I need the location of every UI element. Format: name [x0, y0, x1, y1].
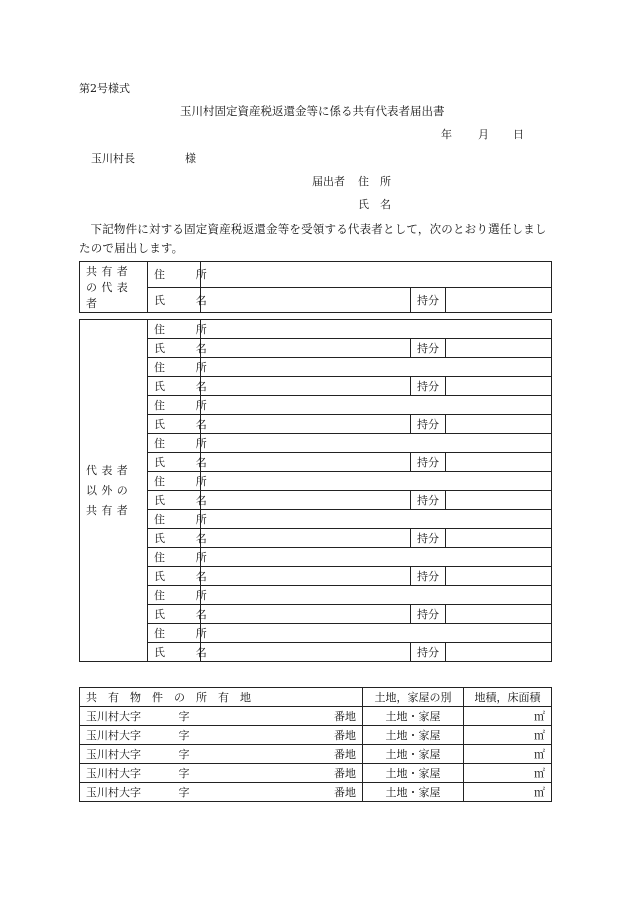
date-day: 日 — [513, 128, 524, 141]
banchi-label: 番地 — [253, 783, 363, 802]
address-field[interactable] — [201, 624, 552, 643]
name-field[interactable] — [201, 605, 411, 624]
type-value: 土地・家屋 — [363, 764, 464, 783]
form-number: 第2号様式 — [79, 82, 130, 95]
address-label: 住 所 — [148, 472, 201, 491]
submitter-label: 届出者 — [312, 175, 345, 188]
address-label: 住 所 — [148, 262, 201, 288]
representative-table — [79, 261, 552, 313]
name-label: 氏 名 — [148, 491, 201, 510]
name-field[interactable] — [201, 415, 411, 434]
property-table — [79, 687, 552, 802]
area-unit: ㎡ — [464, 726, 552, 745]
village-label: 玉川村大字 — [80, 745, 173, 764]
address-label: 住 所 — [148, 548, 201, 567]
date-year: 年 — [441, 128, 452, 141]
address-field[interactable] — [201, 320, 552, 339]
name-label: 氏 名 — [148, 453, 201, 472]
other-owners-table — [79, 319, 552, 662]
name-field[interactable] — [201, 377, 411, 396]
name-label: 氏 名 — [148, 643, 201, 662]
name-field[interactable] — [201, 643, 411, 662]
address-field[interactable] — [201, 548, 552, 567]
address-field[interactable] — [201, 262, 552, 288]
share-label: 持分 — [411, 377, 446, 396]
property-row — [80, 783, 552, 802]
name-label: 氏 名 — [148, 339, 201, 358]
address-label: 住 所 — [148, 434, 201, 453]
village-label: 玉川村大字 — [80, 707, 173, 726]
property-row — [80, 707, 552, 726]
name-label: 氏 名 — [148, 377, 201, 396]
type-value: 土地・家屋 — [363, 707, 464, 726]
address-field[interactable] — [201, 396, 552, 415]
type-value: 土地・家屋 — [363, 783, 464, 802]
name-label: 氏 名 — [148, 529, 201, 548]
aza-label: 字 — [173, 745, 253, 764]
addressee-name: 玉川村長 — [91, 152, 135, 165]
share-label: 持分 — [411, 605, 446, 624]
address-label: 住 所 — [148, 624, 201, 643]
share-label: 持分 — [411, 339, 446, 358]
aza-label: 字 — [173, 764, 253, 783]
share-field[interactable] — [446, 453, 552, 472]
share-label: 持分 — [411, 491, 446, 510]
share-field[interactable] — [446, 377, 552, 396]
name-label: 氏 名 — [148, 605, 201, 624]
name-label: 氏 名 — [148, 287, 201, 313]
type-value: 土地・家屋 — [363, 745, 464, 764]
date-month: 月 — [478, 128, 489, 141]
name-field[interactable] — [201, 567, 411, 586]
aza-label: 字 — [173, 726, 253, 745]
property-row — [80, 726, 552, 745]
name-field[interactable] — [201, 339, 411, 358]
share-label: 持分 — [411, 567, 446, 586]
location-header: 共 有 物 件 の 所 有 地 — [80, 688, 363, 707]
share-label: 持分 — [411, 287, 446, 313]
address-field[interactable] — [201, 510, 552, 529]
village-label: 玉川村大字 — [80, 726, 173, 745]
share-field[interactable] — [446, 529, 552, 548]
address-label: 住 所 — [148, 586, 201, 605]
document-title: 玉川村固定資産税返還金等に係る共有代表者届出書 — [180, 104, 445, 118]
village-label: 玉川村大字 — [80, 783, 173, 802]
share-field[interactable] — [446, 339, 552, 358]
banchi-label: 番地 — [253, 745, 363, 764]
share-label: 持分 — [411, 415, 446, 434]
name-label: 氏 名 — [148, 567, 201, 586]
name-field[interactable] — [201, 491, 411, 510]
address-label: 住 所 — [148, 358, 201, 377]
share-field[interactable] — [446, 415, 552, 434]
banchi-label: 番地 — [253, 726, 363, 745]
share-label: 持分 — [411, 529, 446, 548]
area-unit: ㎡ — [464, 707, 552, 726]
village-label: 玉川村大字 — [80, 764, 173, 783]
area-unit: ㎡ — [464, 745, 552, 764]
others-header: 代表者以外の共有者 — [80, 320, 148, 662]
aza-label: 字 — [173, 707, 253, 726]
representative-header: 共有者の代表者 — [80, 262, 148, 313]
address-field[interactable] — [201, 472, 552, 491]
property-row — [80, 764, 552, 783]
submitter-address-label: 住 所 — [358, 175, 391, 188]
address-label: 住 所 — [148, 320, 201, 339]
name-field[interactable] — [201, 287, 411, 313]
addressee-honorific: 様 — [185, 152, 196, 165]
address-field[interactable] — [201, 434, 552, 453]
share-field[interactable] — [446, 643, 552, 662]
share-field[interactable] — [446, 567, 552, 586]
property-row — [80, 745, 552, 764]
area-unit: ㎡ — [464, 783, 552, 802]
type-header: 土地，家屋の別 — [363, 688, 464, 707]
banchi-label: 番地 — [253, 707, 363, 726]
share-field[interactable] — [446, 287, 552, 313]
body-text: 下記物件に対する固定資産税返還金等を受領する代表者として，次のとおり選任しましたので届出します。 — [79, 222, 547, 255]
share-label: 持分 — [411, 643, 446, 662]
type-value: 土地・家屋 — [363, 726, 464, 745]
name-field[interactable] — [201, 453, 411, 472]
submitter-name-label: 氏 名 — [358, 198, 391, 211]
address-field[interactable] — [201, 358, 552, 377]
share-label: 持分 — [411, 453, 446, 472]
address-label: 住 所 — [148, 396, 201, 415]
name-label: 氏 名 — [148, 415, 201, 434]
area-header: 地積，床面積 — [464, 688, 552, 707]
address-label: 住 所 — [148, 510, 201, 529]
name-field[interactable] — [201, 529, 411, 548]
area-unit: ㎡ — [464, 764, 552, 783]
banchi-label: 番地 — [253, 764, 363, 783]
share-field[interactable] — [446, 491, 552, 510]
share-field[interactable] — [446, 605, 552, 624]
aza-label: 字 — [173, 783, 253, 802]
address-field[interactable] — [201, 586, 552, 605]
